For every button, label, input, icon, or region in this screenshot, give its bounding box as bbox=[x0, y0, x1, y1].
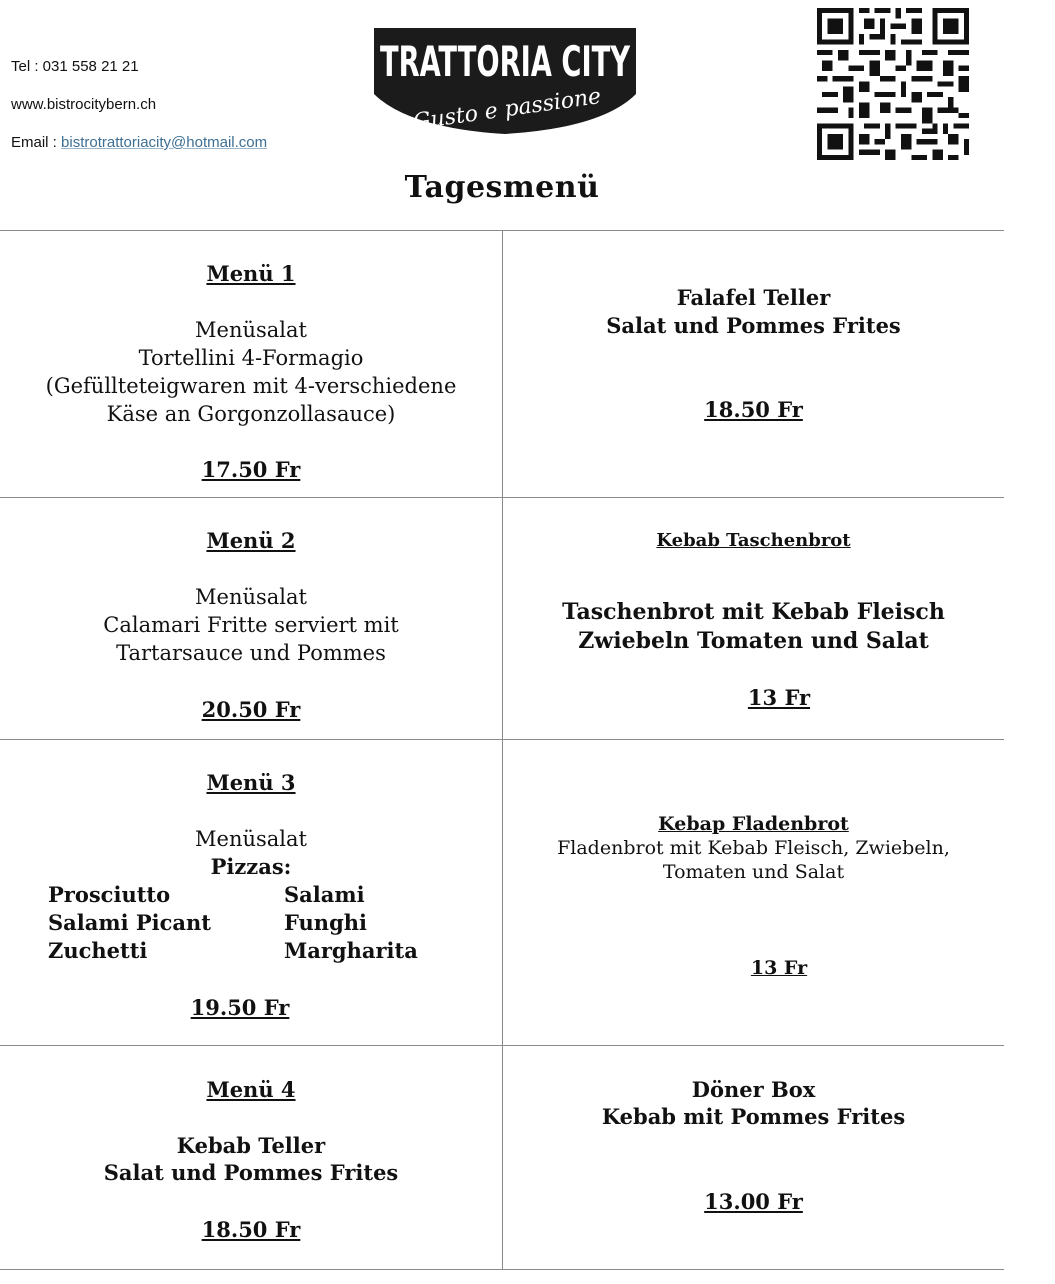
menu2-heading: Menü 2 bbox=[206, 528, 296, 553]
pizza-item: Margharita bbox=[284, 938, 418, 963]
logo-wordmark: TRATTORIA CITY bbox=[380, 37, 631, 86]
menu1-line: (Gefüllteteigwaren mit 4-verschiedene bbox=[45, 374, 457, 398]
page-title: Tagesmenü bbox=[404, 170, 600, 205]
pizza-item: Prosciutto bbox=[48, 882, 171, 907]
falafel-price: 18.50 Fr bbox=[704, 397, 803, 422]
email-label: Email : bbox=[11, 134, 62, 151]
fladenbrot-line: Fladenbrot mit Kebab Fleisch, Zwiebeln, bbox=[557, 837, 950, 859]
fladenbrot-price: 13 Fr bbox=[750, 957, 808, 979]
taschenbrot-line: Zwiebeln Tomaten und Salat bbox=[578, 628, 929, 654]
menu2-line: Tartarsauce und Pommes bbox=[116, 641, 386, 665]
menu4-heading: Menü 4 bbox=[206, 1077, 296, 1102]
email-line bbox=[11, 134, 267, 151]
doener-line: Döner Box bbox=[691, 1077, 816, 1102]
website[interactable]: www.bistrocitybern.ch bbox=[11, 96, 157, 113]
qr-code-icon[interactable] bbox=[816, 8, 970, 160]
menu3-price: 19.50 Fr bbox=[190, 995, 290, 1020]
menu2-line: Menüsalat bbox=[195, 585, 307, 609]
fladenbrot-line: Tomaten und Salat bbox=[662, 861, 845, 883]
menu1-price: 17.50 Fr bbox=[201, 457, 301, 482]
pizza-item: Salami bbox=[284, 882, 365, 907]
fladenbrot-heading: Kebap Fladenbrot bbox=[658, 813, 849, 835]
phone-number: Tel : 031 558 21 21 bbox=[11, 58, 139, 75]
doener-price: 13.00 Fr bbox=[704, 1189, 803, 1214]
menu2-price: 20.50 Fr bbox=[201, 697, 301, 722]
menu1-heading: Menü 1 bbox=[206, 261, 296, 286]
menu-grid bbox=[0, 230, 1004, 1270]
doener-line: Kebab mit Pommes Frites bbox=[601, 1104, 906, 1129]
menu1-line: Tortellini 4-Formagio bbox=[138, 346, 364, 370]
menu2-line: Calamari Fritte serviert mit bbox=[103, 613, 399, 637]
menu3-pizzas-label: Pizzas: bbox=[210, 854, 292, 879]
falafel-line: Salat und Pommes Frites bbox=[606, 313, 901, 338]
menu3-heading: Menü 3 bbox=[206, 770, 296, 795]
trattoria-city-logo bbox=[372, 24, 638, 142]
taschenbrot-line: Taschenbrot mit Kebab Fleisch bbox=[562, 599, 945, 625]
menu1-line: Menüsalat bbox=[195, 318, 307, 342]
email-link[interactable]: bistrotrattoriacity@hotmail.com bbox=[61, 134, 268, 151]
taschenbrot-price: 13 Fr bbox=[747, 685, 811, 710]
taschenbrot-heading: Kebab Taschenbrot bbox=[656, 530, 851, 551]
logo-tagline: Gusto e passione bbox=[411, 84, 603, 136]
menu1-line: Käse an Gorgonzollasauce) bbox=[106, 402, 396, 426]
menu4-line: Salat und Pommes Frites bbox=[103, 1160, 399, 1185]
falafel-line: Falafel Teller bbox=[676, 285, 831, 310]
pizza-item: Zuchetti bbox=[48, 938, 148, 963]
pizza-item: Funghi bbox=[284, 910, 368, 935]
pizza-item: Salami Picant bbox=[48, 910, 211, 935]
menu3-salad: Menüsalat bbox=[195, 827, 307, 851]
menu4-price: 18.50 Fr bbox=[201, 1217, 301, 1242]
menu4-line: Kebab Teller bbox=[176, 1133, 326, 1158]
